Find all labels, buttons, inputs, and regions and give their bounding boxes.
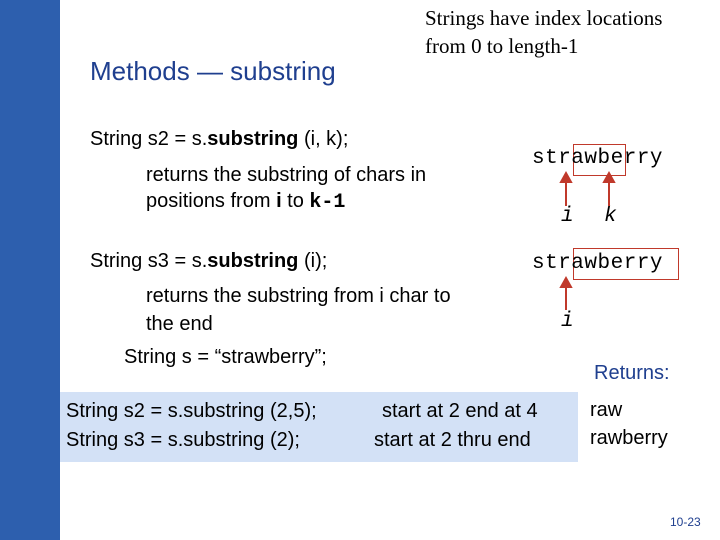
s2-desc-to: to <box>281 190 310 212</box>
s2-signature-prefix: String s2 = s. <box>90 128 208 150</box>
diagram1-label-k: k <box>604 205 617 228</box>
return-value-1: raw <box>590 399 623 421</box>
arrow-k-1-head <box>604 173 614 182</box>
s3-desc-line2: the end <box>146 313 213 335</box>
s2-desc-prefix: positions from <box>146 190 277 212</box>
diagram1-label-i: i <box>561 205 574 228</box>
index-note-line1: Strings have index locations <box>425 6 663 30</box>
diagram2-label-i: i <box>561 310 574 333</box>
arrow-i-1-head <box>561 173 571 182</box>
example-1-code: String s2 = s.substring (2,5); <box>66 400 317 422</box>
slide-title: Methods — substring <box>90 56 336 86</box>
arrow-i-2-head <box>561 278 571 287</box>
return-value-2: rawberry <box>590 427 668 449</box>
s3-signature-method: substring <box>207 250 299 272</box>
s2-signature-method: substring <box>207 128 299 150</box>
s2-desc-i: i <box>276 190 282 212</box>
diagram2-word: strawberry <box>532 252 664 275</box>
example-1-comment: start at 2 end at 4 <box>382 400 538 422</box>
s2-signature-suffix: (i, k); <box>298 128 349 150</box>
diagram1-word: strawberry <box>532 147 664 170</box>
s3-signature-prefix: String s3 = s. <box>90 250 208 272</box>
example-2-comment: start at 2 thru end <box>374 429 531 451</box>
s3-string-decl: String s = “strawberry”; <box>124 346 327 368</box>
s2-desc-k: k-1 <box>309 191 346 214</box>
page-number: 10-23 <box>670 515 701 529</box>
index-note-line2: from 0 to length-1 <box>425 34 579 58</box>
s3-signature-suffix: (i); <box>298 250 328 272</box>
s2-desc-line1: returns the substring of chars in <box>146 164 427 186</box>
returns-header: Returns: <box>594 362 670 384</box>
example-2-code: String s3 = s.substring (2); <box>66 429 300 451</box>
s3-desc-line1: returns the substring from i char to <box>146 285 451 307</box>
